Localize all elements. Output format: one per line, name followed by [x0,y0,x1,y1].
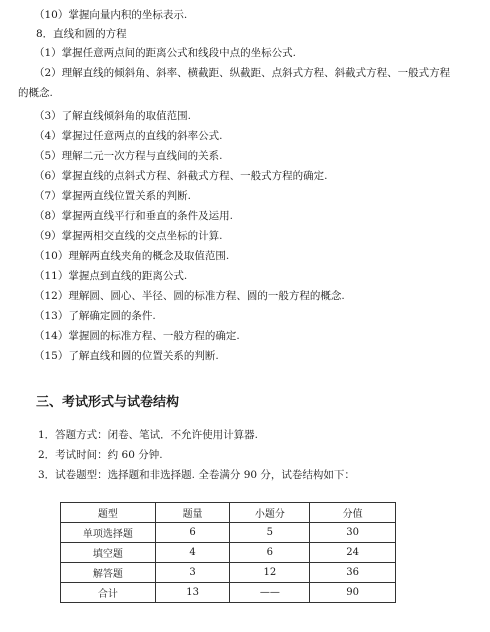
header-question-count: 题量 [155,503,230,523]
table-cell: 90 [310,583,396,603]
item-11: （11）掌握点到直线的距离公式. [34,270,188,282]
header-total-points: 分值 [310,503,396,523]
exam-structure-table [60,502,396,603]
table-header-row [61,503,396,523]
section-8-title: 8．直线和圆的方程 [36,28,127,40]
item-7: （7）掌握两直线位置关系的判断. [34,190,192,202]
section-heading: 三、考试形式与试卷结构 [36,395,180,410]
table-cell: 12 [230,563,310,583]
item-4: （4）掌握过任意两点的直线的斜率公式. [34,130,223,142]
table-cell: 解答题 [61,563,156,583]
item-14: （14）掌握圆的标准方程、一般方程的确定. [34,330,240,342]
table-cell: 4 [155,543,230,563]
header-question-type: 题型 [61,503,156,523]
table-row [61,523,396,543]
table-total-row [61,583,396,603]
table-cell: 13 [155,583,230,603]
exam-duration: 2．考试时间：约 60 分钟. [38,449,163,461]
item-13: （13）了解确定圆的条件. [34,310,156,322]
item-9: （9）掌握两相交直线的交点坐标的计算. [34,230,223,242]
item-15: （15）了解直线和圆的位置关系的判断. [34,350,219,362]
item-3: （3）了解直线倾斜角的取值范围. [34,110,192,122]
table-cell: 6 [155,523,230,543]
table-cell: 24 [310,543,396,563]
item-2: （2）理解直线的倾斜角、斜率、横截距、纵截距、点斜式方程、斜截式方程、一般式方程 [34,67,451,79]
table-cell: 5 [230,523,310,543]
table-row [61,543,396,563]
exam-question-types: 3．试卷题型：选择题和非选择题. 全卷满分 90 分，试卷结构如下： [38,469,355,481]
table-row [61,563,396,583]
table-cell: 3 [155,563,230,583]
item-5: （5）理解二元一次方程与直线间的关系. [34,150,223,162]
table-cell: 36 [310,563,396,583]
table-cell: 填空题 [61,543,156,563]
table-cell: 合计 [61,583,156,603]
item-6: （6）掌握直线的点斜式方程、斜截式方程、一般式方程的确定. [34,170,328,182]
item-10-vector: （10）掌握向量内积的坐标表示. [34,9,188,21]
item-12: （12）理解圆、圆心、半径、圆的标准方程、圆的一般方程的概念. [34,290,345,302]
item-8: （8）掌握两直线平行和垂直的条件及运用. [34,210,234,222]
exam-answer-method: 1．答题方式：闭卷、笔试．不允许使用计算器. [38,429,259,441]
table-cell: 30 [310,523,396,543]
item-10: （10）理解两直线夹角的概念及取值范围. [34,250,230,262]
table-cell: —— [230,583,310,603]
header-points-each: 小题分 [230,503,310,523]
item-1: （1）掌握任意两点间的距离公式和线段中点的坐标公式. [34,47,297,59]
table-cell: 单项选择题 [61,523,156,543]
table-cell: 6 [230,543,310,563]
item-2-continued: 的概念. [18,87,53,99]
